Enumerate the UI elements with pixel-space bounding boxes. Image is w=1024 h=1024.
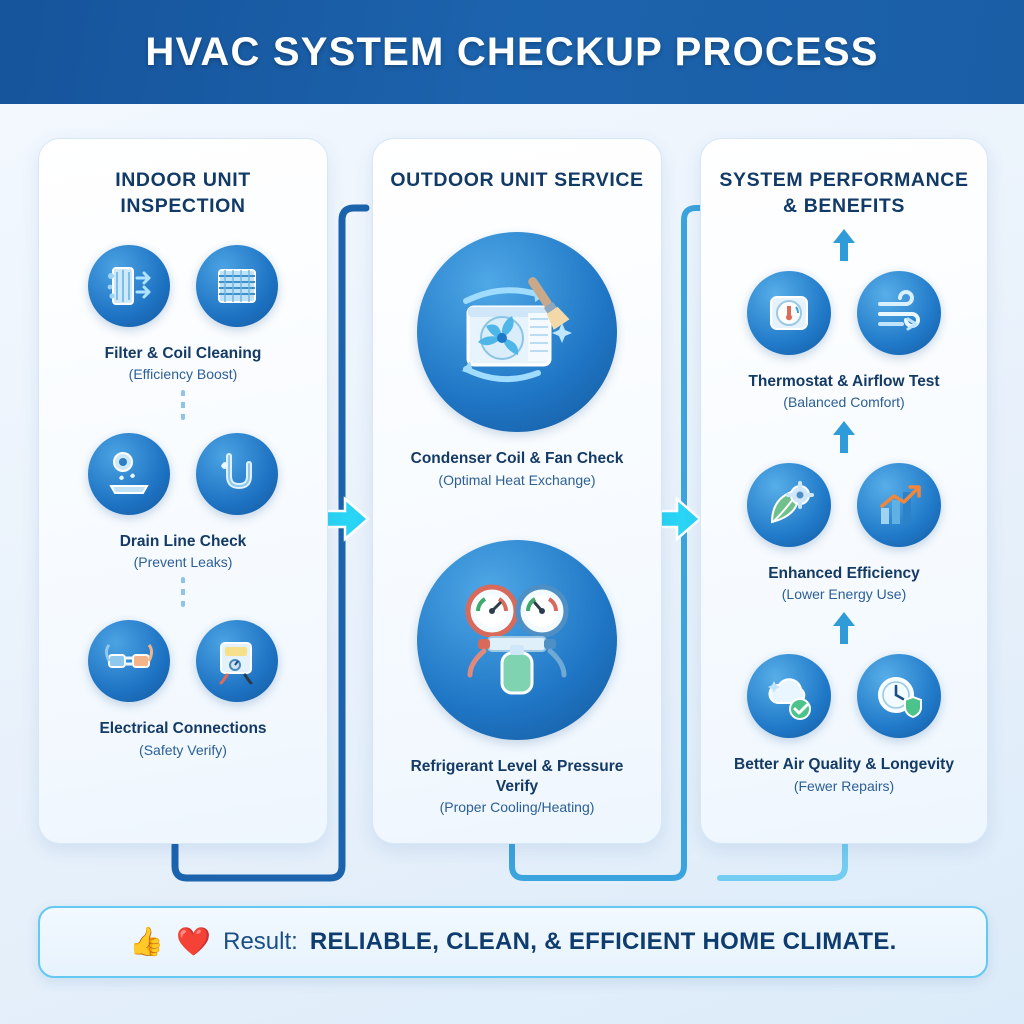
step-caption: Filter & Coil Cleaning bbox=[104, 344, 262, 362]
thumbs-up-icon: 👍 bbox=[129, 926, 165, 957]
coil-fins-icon bbox=[189, 238, 285, 334]
manifold-gauge-set-icon bbox=[410, 533, 624, 747]
up-arrow-icon bbox=[831, 228, 857, 262]
wire-connector-icon bbox=[81, 613, 177, 709]
result-text: RELIABLE, CLEAN, & EFFICIENT HOME CLIMATE. bbox=[309, 928, 897, 955]
step-sub: (Prevent Leaks) bbox=[133, 553, 233, 570]
step-filter-coil-cleaning bbox=[55, 238, 311, 384]
step-sub: (Efficiency Boost) bbox=[128, 366, 238, 382]
step-thermostat-airflow-test bbox=[717, 264, 971, 412]
step-better-air-quality-longevity bbox=[717, 647, 971, 795]
thermostat-icon bbox=[740, 264, 838, 362]
step-sub: (Fewer Repairs) bbox=[793, 777, 895, 794]
p-trap-pipe-icon bbox=[189, 426, 285, 522]
airflow-waves-icon bbox=[850, 264, 948, 362]
step-caption: Condenser Coil & Fan Check bbox=[410, 450, 624, 468]
step-caption: Drain Line Check bbox=[119, 532, 247, 550]
clock-shield-icon bbox=[850, 647, 948, 745]
multimeter-icon bbox=[189, 613, 285, 709]
condenser-unit-brush-icon bbox=[410, 225, 624, 439]
step-sub: (Optimal Heat Exchange) bbox=[438, 471, 596, 488]
air-filter-icon bbox=[81, 238, 177, 334]
step-caption: Electrical Connections bbox=[99, 720, 267, 738]
result-banner bbox=[38, 906, 988, 978]
card-title-outdoor: OUTDOOR UNIT SERVICE bbox=[390, 169, 644, 191]
growth-chart-icon bbox=[850, 456, 948, 554]
card-outdoor-unit-service bbox=[372, 138, 662, 844]
up-arrow-icon bbox=[831, 611, 857, 645]
header-bar bbox=[0, 0, 1024, 104]
card-system-performance-benefits bbox=[700, 138, 988, 844]
page-title: HVAC SYSTEM CHECKUP PROCESS bbox=[145, 29, 879, 74]
heart-icon: ❤️ bbox=[176, 926, 212, 957]
step-connector-dotted bbox=[181, 577, 185, 607]
card-indoor-unit-inspection bbox=[38, 138, 328, 844]
card-title-performance: SYSTEM PERFORMANCE & BENEFITS bbox=[719, 169, 969, 218]
columns-container bbox=[0, 104, 1024, 884]
step-refrigerant-level-pressure bbox=[389, 533, 645, 816]
step-drain-line-check bbox=[55, 426, 311, 572]
step-condenser-coil-fan-check bbox=[389, 225, 645, 489]
step-caption: Refrigerant Level & Pressure Verify bbox=[410, 758, 624, 795]
step-caption: Thermostat & Airflow Test bbox=[748, 372, 940, 390]
step-enhanced-efficiency bbox=[717, 456, 971, 604]
eco-leaf-gear-icon bbox=[740, 456, 838, 554]
card-title-indoor: INDOOR UNIT INSPECTION bbox=[115, 169, 251, 218]
step-caption: Enhanced Efficiency bbox=[768, 564, 920, 582]
step-electrical-connections bbox=[55, 613, 311, 759]
step-caption: Better Air Quality & Longevity bbox=[734, 756, 954, 774]
drain-pan-drip-icon bbox=[81, 426, 177, 522]
result-label: Result: bbox=[223, 928, 298, 955]
step-sub: (Proper Cooling/Heating) bbox=[439, 798, 595, 815]
step-sub: (Balanced Comfort) bbox=[783, 394, 905, 410]
up-arrow-icon bbox=[831, 420, 857, 454]
clean-air-check-icon bbox=[740, 647, 838, 745]
step-sub: (Safety Verify) bbox=[139, 741, 227, 758]
step-sub: (Lower Energy Use) bbox=[781, 585, 907, 602]
step-connector-dotted bbox=[181, 390, 185, 420]
